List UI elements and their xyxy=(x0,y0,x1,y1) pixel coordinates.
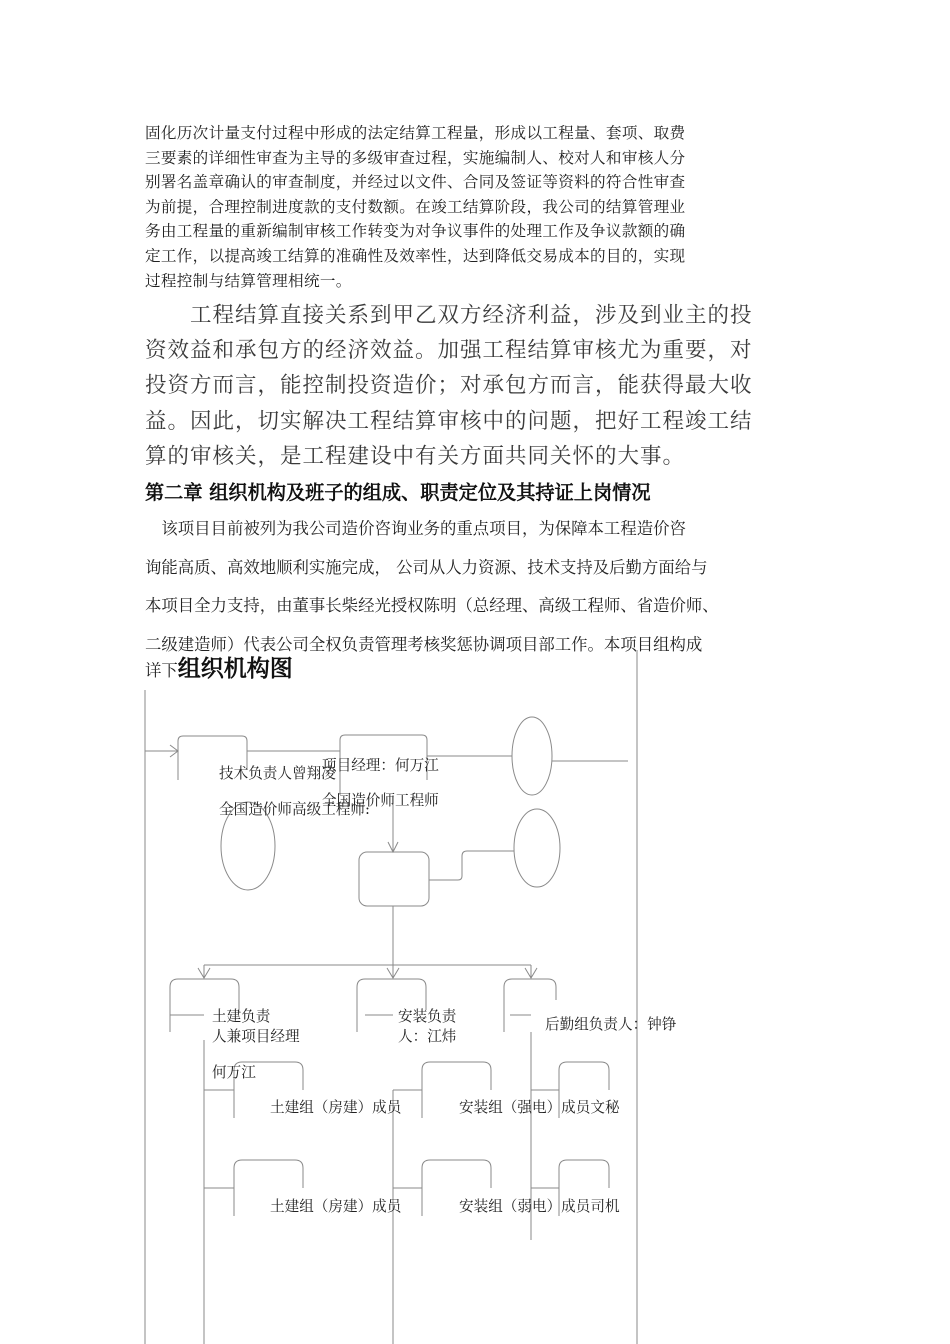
text-line: 资效益和承包方的经济效益。加强工程结算审核尤为重要，对 xyxy=(145,338,753,364)
text-line: 工程结算直接关系到甲乙双方经济利益，涉及到业主的投 xyxy=(145,303,753,328)
project-manager-name: 项目经理：何万江 xyxy=(322,757,439,774)
civil-lead-label-1: 土建负责 xyxy=(212,1008,271,1025)
install-lead-label-2: 人：江炜 xyxy=(398,1028,457,1045)
text-line: 为前提，合理控制进度款的支付数额。在竣工结算阶段，我公司的结算管理业 xyxy=(145,197,686,216)
org-intro-prefix: 详下 xyxy=(145,661,178,680)
text-line: 益。因此，切实解决工程结算审核中的问题，把好工程竣工结 xyxy=(145,408,753,434)
civil-member-label-2: 土建组（房建）成员 xyxy=(270,1198,402,1215)
project-manager-title: 全国造价师工程师 xyxy=(322,792,439,809)
tech-lead-title: 全国造价师高级工程师: xyxy=(219,801,370,818)
text-line: 二级建造师）代表公司全权负责管理考核奖惩协调项目部工作。本项目组构成 xyxy=(145,634,703,654)
center-box xyxy=(359,852,429,906)
text-line: 投资方而言，能控制投资造价；对承包方而言，能获得最大收 xyxy=(145,373,753,399)
center-to-oval-line xyxy=(429,851,514,880)
install-lead-label-1: 安装负责 xyxy=(398,1008,457,1025)
text-line: 过程控制与结算管理相统一。 xyxy=(145,271,352,290)
chapter-heading: 第二章 组织机构及班子的组成、职责定位及其持证上岗情况 xyxy=(145,481,651,504)
civil-lead-label-3: 何万江 xyxy=(212,1064,256,1081)
install-member-label-1: 安装组（强电）成员文秘 xyxy=(459,1099,620,1116)
text-line: 三要素的详细性审查为主导的多级审查过程，实施编制人、校对人和审核人分 xyxy=(145,148,686,167)
install-member-label-2: 安装组（弱电）成员司机 xyxy=(459,1198,620,1215)
tech-lead-name: 技术负责人曾翔凌 xyxy=(219,765,336,782)
text-line: 该项目目前被列为我公司造价咨询业务的重点项目，为保障本工程造价咨 xyxy=(145,519,686,538)
text-line: 本项目全力支持，由董事长柴经光授权陈明（总经理、高级工程师、省造价师、 xyxy=(145,596,719,616)
logistics-lead-label: 后勤组负责人：钟铮 xyxy=(545,1016,677,1033)
text-line: 固化历次计量支付过程中形成的法定结算工程量，形成以工程量、套项、取费 xyxy=(145,124,686,142)
text-line: 定工作，以提高竣工结算的准确性及效率性，达到降低交易成本的目的，实现 xyxy=(145,246,686,265)
top-right-oval xyxy=(512,717,552,795)
text-line: 别署名盖章确认的审查制度，并经过以文件、合同及签证等资料的符合性审查 xyxy=(145,173,686,192)
second-right-oval xyxy=(514,809,560,887)
civil-member-label-1: 土建组（房建）成员 xyxy=(270,1099,402,1116)
civil-lead-label-2: 人兼项目经理 xyxy=(212,1028,300,1045)
org-chart-title: 组织机构图 xyxy=(177,656,293,682)
text-line: 算的审核关，是工程建设中有关方面共同关怀的大事。 xyxy=(145,443,686,469)
text-line: 询能高质、高效地顺利实施完成， 公司从人力资源、技术支持及后勤方面给与 xyxy=(145,557,708,577)
text-line: 务由工程量的重新编制审核工作转变为对争议事件的处理工作及争议款额的确 xyxy=(145,222,686,241)
